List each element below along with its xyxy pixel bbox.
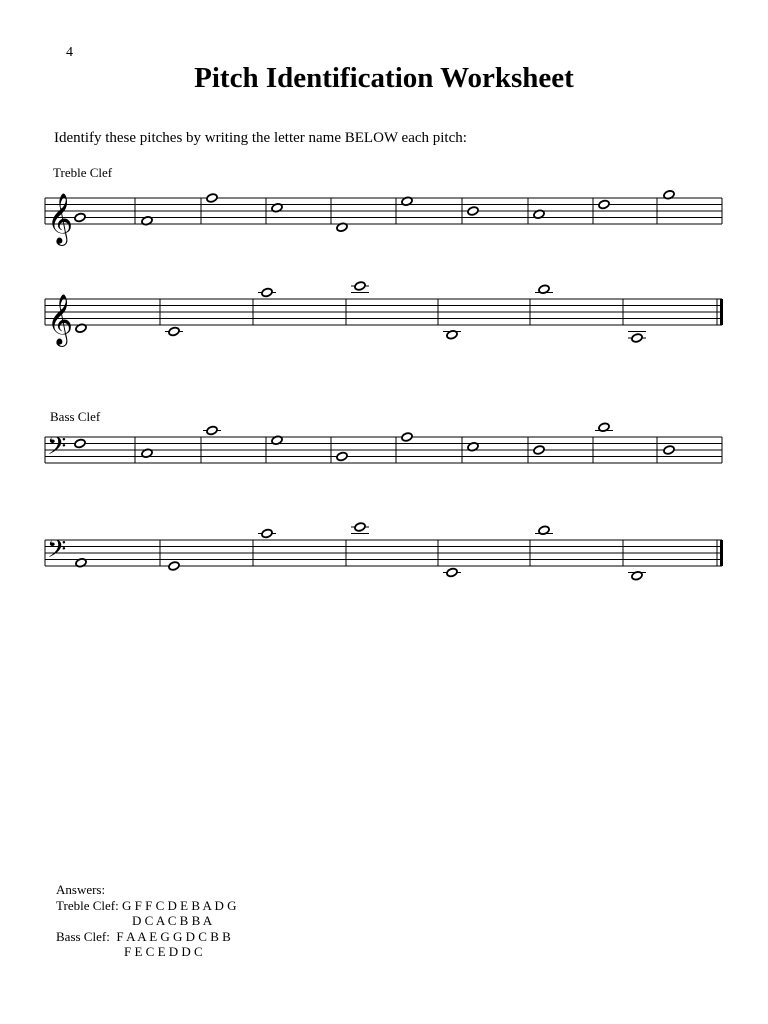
whole-note bbox=[168, 561, 180, 571]
answers-bass-label: Bass Clef: bbox=[56, 928, 110, 944]
treble-clef-label: Treble Clef bbox=[53, 165, 113, 180]
final-bar-thick bbox=[720, 540, 723, 566]
bass-clef-label: Bass Clef bbox=[50, 409, 101, 424]
whole-note bbox=[354, 522, 366, 532]
whole-note bbox=[261, 528, 273, 538]
answers-heading: Answers: bbox=[56, 882, 106, 897]
answers-treble-line2: D C A C B B A bbox=[132, 913, 213, 928]
whole-note bbox=[446, 567, 458, 577]
instructions: Identify these pitches by writing the letter name BELOW each pitch: bbox=[54, 130, 467, 146]
bass-clef-icon: 𝄢 bbox=[47, 432, 67, 467]
treble-clef-icon: 𝄞 bbox=[47, 193, 74, 244]
answers-bass-line1: F A A E G G D C B B bbox=[116, 928, 231, 944]
answers-bass-line2: F E C E D D C bbox=[124, 944, 203, 959]
answers-treble-line1: G F F C D E B A D G bbox=[121, 897, 237, 913]
bass-clef-icon: 𝄢 bbox=[47, 535, 67, 570]
answer-key bbox=[56, 882, 236, 960]
treble-clef-icon: 𝄞 bbox=[47, 294, 74, 345]
page-title: Pitch Identification Worksheet bbox=[194, 62, 574, 94]
page-number: 4 bbox=[66, 45, 73, 60]
answers-treble-label: Treble Clef: bbox=[56, 897, 119, 913]
